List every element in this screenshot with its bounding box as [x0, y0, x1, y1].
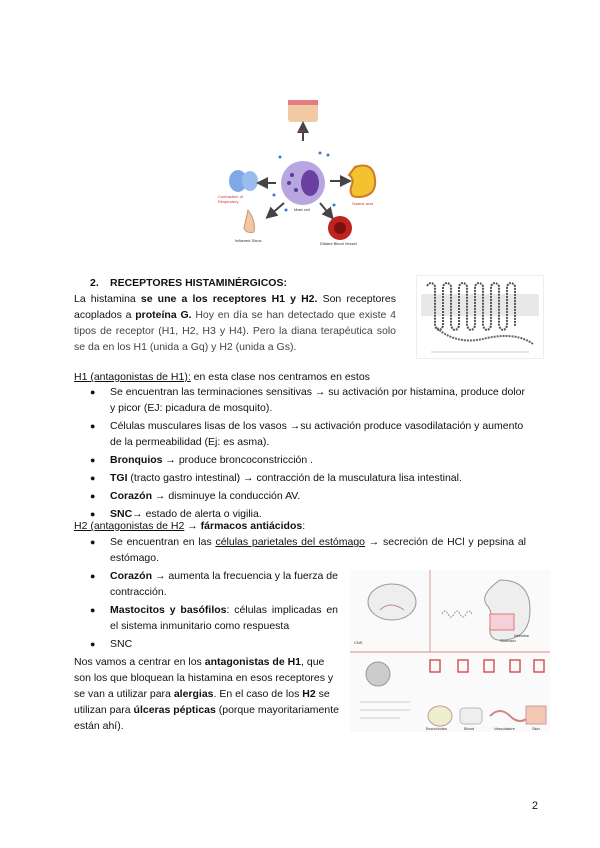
h2-item-1: ● Se encuentran en las células parietales del estómago → secreción de HCl y pepsina al estómago.	[86, 534, 526, 566]
label-vasculature: Vasculature	[494, 726, 515, 731]
nose-icon	[244, 210, 254, 233]
h1-heading: H1 (antagonistas de H1): en esta clase nos centramos en estos	[74, 371, 370, 383]
h2-item-2: ● Corazón → aumenta la frecuencia y la fuerza de contracción.	[86, 568, 338, 600]
brain-icon	[368, 584, 416, 620]
blood-icon	[460, 708, 482, 724]
mast-cell-small-icon	[366, 662, 390, 686]
label-stomach: Stomach	[500, 638, 516, 643]
h2-list-top	[86, 534, 526, 568]
histamine-effects-illustration	[210, 95, 390, 245]
label-mast-cell: Mast cell	[294, 207, 310, 212]
receptor-figure	[416, 275, 544, 359]
stomach-icon	[349, 166, 375, 198]
section-title: RECEPTORES HISTAMINÉRGICOS:	[110, 277, 287, 289]
closing-paragraph: Nos vamos a centrar en los antagonistas de H1, que son los que bloquean la histamina en esos receptores y se van a utilizar para alergias. En el caso de los H2 se utilizan para úlceras pépticas (porque mayoritariamente están ahí).	[74, 656, 339, 732]
h2-item-4: ● SNC	[86, 636, 338, 652]
label-skin: Skin	[532, 726, 540, 731]
bronchioles-icon	[428, 706, 452, 726]
section-number: 2.	[90, 277, 99, 289]
h1-item-5: ● Corazón → disminuye la conducción AV.	[86, 488, 526, 504]
h2-list-bottom	[86, 568, 338, 654]
receptor-locations-figure	[350, 570, 550, 732]
lung-icon	[229, 170, 258, 192]
skin-small-icon	[526, 706, 546, 724]
label-bronchioles: Bronchioles	[426, 726, 447, 731]
h1-item-4: ● TGI (tracto gastro intestinal) → contracción de la musculatura lisa intestinal.	[86, 470, 526, 486]
page-number: 2	[531, 800, 538, 812]
stomach-outline-icon	[485, 580, 530, 640]
h1-item-6: ● SNC→ estado de alerta o vigilia.	[86, 506, 526, 522]
histamine-effects-figure	[210, 95, 390, 245]
h2-item-3: ● Mastocitos y basófilos: células implicadas en el sistema inmunitario como respuesta	[86, 602, 338, 634]
label-vessel: Dilated Blood Vessel	[320, 241, 357, 246]
label-nose: Inflamed Sinus	[235, 238, 262, 243]
h1-list	[86, 384, 526, 524]
h1-item-3: ● Bronquios → produce broncoconstricción .	[86, 452, 526, 468]
label-gastric: Gastric acid	[352, 201, 374, 206]
h1-item-2: ● Células musculares lisas de los vasos →su activación produce vasodilatación y aumento de la permeabilidad (Ej: es asma).	[86, 418, 526, 450]
h1-item-1: ● Se encuentran las terminaciones sensitivas → su activación por histamina, produce dolor y picor (EJ: picadura de mosquito).	[86, 384, 526, 416]
intro-paragraph: La histamina se une a los receptores H1 y H2. Son receptores acoplados a proteína G. Hoy en día se han detectado que existe 4 tipos de receptor (H1, H2, H3 y H4). Pero la diana terapéutica solo se da en los H1 (unida a Gq) y H2 (unida a Gs).	[74, 293, 396, 353]
h2-heading: H2 (antagonistas de H2 → fármacos antiácidos:	[74, 520, 306, 532]
label-cns: CNS	[354, 640, 363, 645]
label-itch: Itch	[298, 128, 305, 133]
label-contraction: Contraction of Respiratory	[218, 194, 243, 204]
gpcr-receptor-illustration	[417, 276, 543, 358]
receptor-locations-illustration	[350, 570, 550, 732]
label-blood: Blood	[464, 726, 475, 731]
label-intestine: Intestine	[514, 633, 530, 638]
